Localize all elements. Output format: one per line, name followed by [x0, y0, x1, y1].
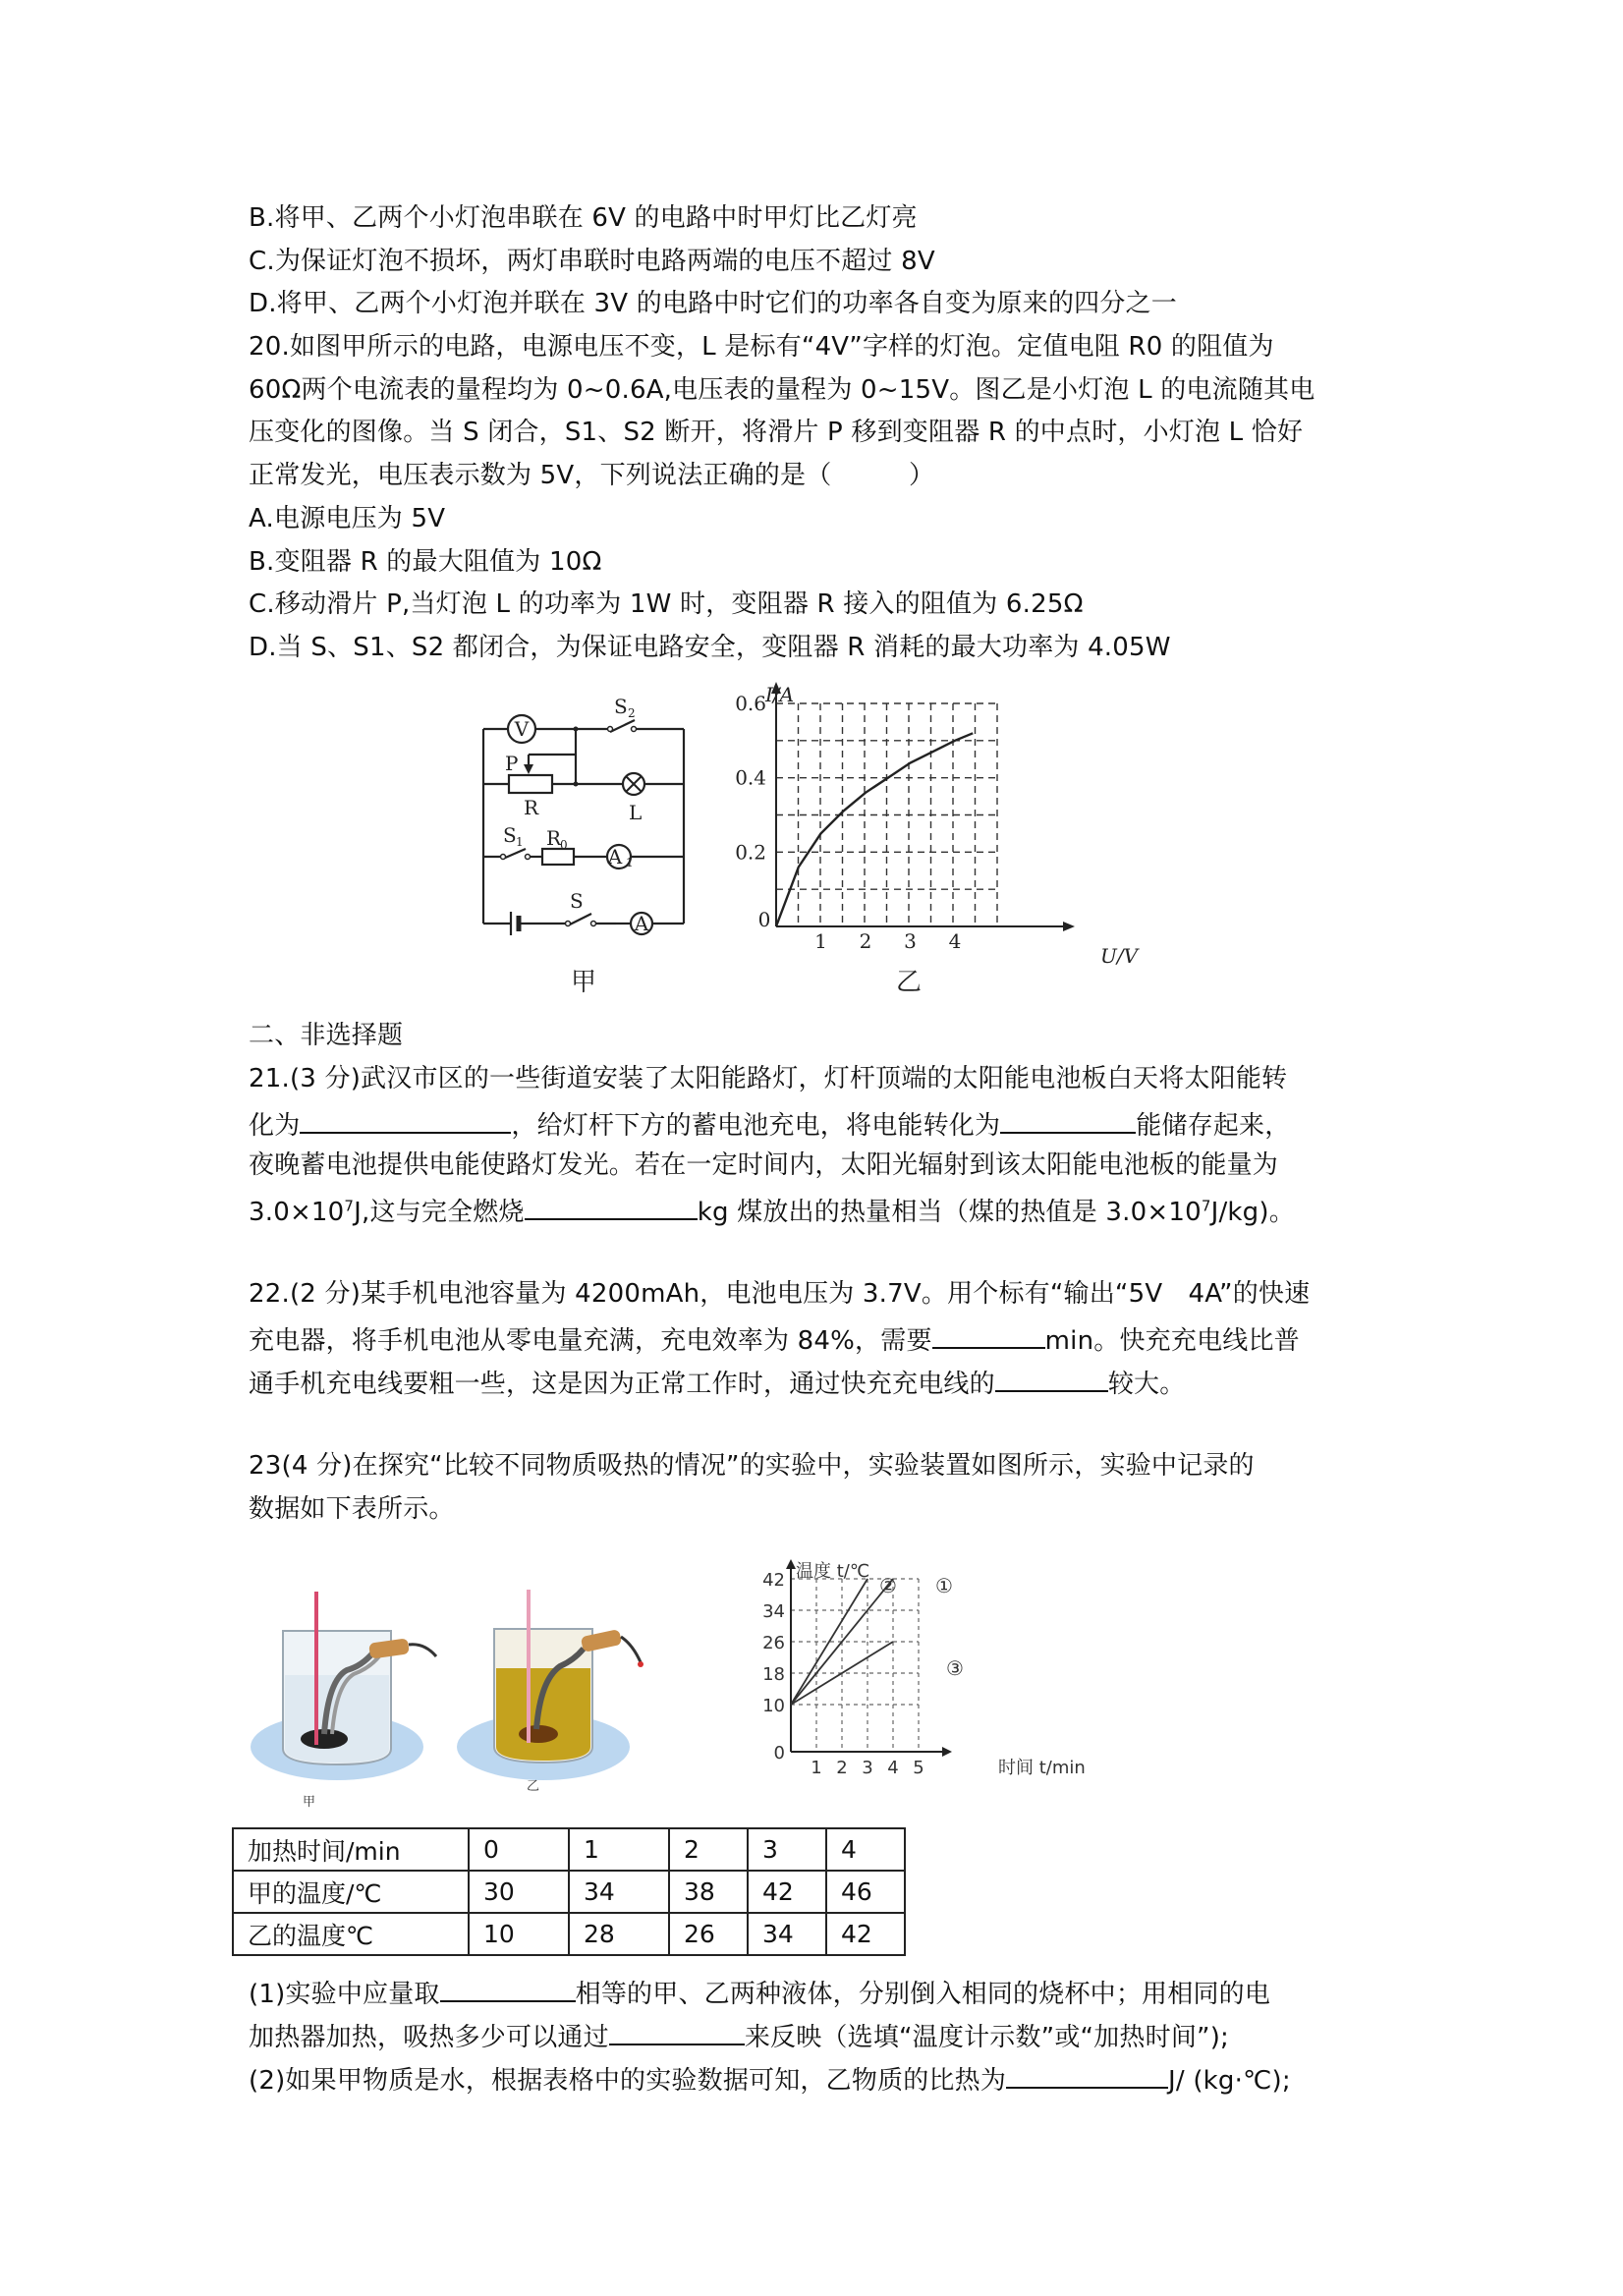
circuit-diagram: [472, 688, 698, 1002]
lamp-l-label: L: [629, 801, 643, 824]
q20-option-c: C.移动滑片 P,当灯泡 L 的功率为 1W 时，变阻器 R 接入的阻值为 6.25Ω: [249, 589, 1084, 619]
table-cell: 34: [748, 1913, 826, 1955]
iu-x-tick-label: 2: [859, 929, 872, 953]
q21-text-g: J/kg)。: [1210, 1198, 1295, 1227]
oil-beaker-image: [457, 1590, 644, 1780]
table-row: [233, 1871, 905, 1913]
table-row: [233, 1913, 905, 1955]
q20-stem-line2: 60Ω两个电流表的量程均为 0~0.6A,电压表的量程为 0~15V。图乙是小灯泡 L 的电流随其电: [249, 375, 1315, 405]
q23-text-a: (1)实验中应量取: [249, 1980, 440, 2009]
q22-line1: 22.(2 分)某手机电池容量为 4200mAh，电池电压为 3.7V。用个标有“输出“5V 4A”的快速: [249, 1279, 1311, 1309]
ammeter-a1-sub: 1: [626, 856, 634, 869]
tt-x-tick-label: 5: [913, 1758, 924, 1778]
iu-x-axis-label: U/V: [1100, 944, 1139, 968]
temperature-time-graph: [747, 1555, 1100, 1811]
iu-axes: [771, 682, 1075, 931]
table-cell: 42: [748, 1871, 826, 1913]
tt-x-tick-label: 3: [862, 1758, 873, 1778]
table-cell: 46: [826, 1871, 905, 1913]
q23-text-b: 相等的甲、乙两种液体，分别倒入相同的烧杯中；用相同的电: [575, 1980, 1271, 2009]
table-cell: 26: [669, 1913, 748, 1955]
current-voltage-graph: [712, 678, 1154, 1002]
table-cell: 加热时间/min: [233, 1828, 469, 1871]
q23-text-e: (2)如果甲物质是水，根据表格中的实验数据可知，乙物质的比热为: [249, 2066, 1007, 2096]
q21-line1: 21.(3 分)武汉市区的一些街道安装了太阳能路灯，灯杆顶端的太阳能电池板白天将太阳能转: [249, 1064, 1288, 1093]
rheostat-r-label: R: [524, 796, 539, 819]
table-cell: 3: [748, 1828, 826, 1871]
q20-option-b: B.变阻器 R 的最大阻值为 10Ω: [249, 547, 602, 577]
q19-option-c: C.为保证灯泡不损坏，两灯串联时电路两端的电压不超过 8V: [249, 247, 935, 276]
q21-text-c: 能储存起来，: [1136, 1111, 1291, 1141]
q23-part1-line1: [249, 1975, 1270, 2010]
q23-text-f: J/ (kg·℃);: [1168, 2066, 1291, 2096]
q22-text-d: 较大。: [1107, 1370, 1186, 1399]
iu-curve: [776, 733, 973, 926]
tt-x-tick-label: 1: [811, 1758, 822, 1778]
switch-s2-sub: 2: [628, 706, 636, 720]
q21-exponent-2: 7: [1201, 1197, 1211, 1215]
q21-line4: [249, 1193, 1295, 1228]
iu-x-arrow: [1063, 922, 1075, 931]
line-2-marker: ②: [879, 1574, 897, 1597]
q21-line2: [249, 1106, 1290, 1142]
table-cell: 42: [826, 1913, 905, 1955]
table-cell: 4: [826, 1828, 905, 1871]
table-cell: 38: [669, 1871, 748, 1913]
q23-line1: 23(4 分)在探究“比较不同物质吸热的情况”的实验中，实验装置如图所示，实验中记录的: [249, 1451, 1255, 1481]
tt-y-tick-label: 10: [762, 1696, 785, 1716]
tt-y-tick-label: 26: [762, 1633, 785, 1653]
q19-option-b: B.将甲、乙两个小灯泡串联在 6V 的电路中时甲灯比乙灯亮: [249, 203, 918, 233]
q23-blank-3[interactable]: [1006, 2061, 1168, 2089]
q20-option-d: D.当 S、S1、S2 都闭合，为保证电路安全，变阻器 R 消耗的最大功率为 4.05W: [249, 633, 1171, 662]
table-cell: 1: [569, 1828, 669, 1871]
q21-text-b: ，给灯杆下方的蓄电池充电，将电能转化为: [511, 1111, 1001, 1141]
q20-stem-line3: 压变化的图像。当 S 闭合，S1、S2 断开，将滑片 P 移到变阻器 R 的中点时，小灯泡 L 恰好: [249, 418, 1304, 447]
water-beaker-image: [251, 1592, 436, 1780]
switch-s1-label: S: [503, 823, 517, 847]
q22-line3: [249, 1365, 1185, 1400]
q20-option-a: A.电源电压为 5V: [249, 504, 446, 533]
tt-x-axis-label: 时间 t/min: [998, 1758, 1086, 1778]
ammeter-a1-label: A: [607, 845, 623, 868]
switch-s1-sub: 1: [516, 835, 524, 849]
q23-blank-1[interactable]: [440, 1975, 576, 2002]
tt-y-tick-label: 34: [762, 1601, 785, 1622]
table-cell: 30: [469, 1871, 569, 1913]
table-cell: 10: [469, 1913, 569, 1955]
q21-blank-2[interactable]: [1000, 1106, 1136, 1134]
voltmeter-label: V: [514, 717, 530, 741]
q21-text-d: 3.0×10: [249, 1198, 345, 1227]
q21-blank-3[interactable]: [525, 1193, 698, 1220]
q21-exponent-1: 7: [344, 1197, 355, 1215]
slider-p-label: P: [505, 752, 519, 775]
q22-text-a: 充电器，将手机电池从零电量充满，充电效率为 84%，需要: [249, 1326, 932, 1356]
iu-y-tick-label: 0.6: [735, 692, 766, 715]
iu-y-tick-label: 0.2: [735, 840, 766, 865]
iu-x-tick-label: 1: [814, 929, 827, 953]
beaker-illustrations: [244, 1572, 676, 1818]
table-cell: 2: [669, 1828, 748, 1871]
switch-s-label: S: [570, 889, 584, 913]
line-3-marker: ③: [946, 1656, 964, 1680]
resistor-r0-sub: 0: [560, 838, 568, 852]
iu-ticks: [735, 692, 961, 953]
lamp-symbol: [623, 773, 644, 795]
tt-axes: [786, 1559, 952, 1757]
q23-text-c: 加热器加热，吸热多少可以通过: [249, 2023, 609, 2052]
iu-x-tick-label: 4: [948, 929, 962, 953]
table-cell: 0: [469, 1828, 569, 1871]
circuit-caption: 甲: [570, 968, 597, 997]
q22-line2: [249, 1321, 1300, 1357]
oil-beaker-caption: 乙: [527, 1779, 540, 1794]
graph-caption: 乙: [895, 968, 923, 997]
q22-blank-2[interactable]: [995, 1365, 1108, 1392]
tt-x-arrow: [942, 1747, 952, 1757]
iu-y-axis-label: I/A: [765, 683, 795, 706]
tt-x-tick-label: 4: [887, 1758, 899, 1778]
q22-text-c: 通手机充电线要粗一些，这是因为正常工作时，通过快充充电线的: [249, 1370, 995, 1399]
table-cell: 甲的温度/℃: [233, 1871, 469, 1913]
q22-text-b: min。快充充电线比普: [1044, 1326, 1300, 1356]
switch-s2-label: S: [614, 695, 628, 718]
q21-text-f: kg 煤放出的热量相当（煤的热值是 3.0×10: [697, 1198, 1202, 1227]
table-cell: 28: [569, 1913, 669, 1955]
q23-text-d: 来反映（选填“温度计示数”或“加热时间”);: [744, 2023, 1229, 2052]
q20-stem-line4: 正常发光，电压表示数为 5V，下列说法正确的是（ ）: [249, 461, 935, 490]
resistor-r0-label: R: [546, 826, 562, 850]
q23-part2-line: [249, 2061, 1291, 2097]
iu-series-line: [776, 733, 973, 926]
q20-stem-line1: 20.如图甲所示的电路，电源电压不变，L 是标有“4V”字样的灯泡。定值电阻 R0 的阻值为: [249, 332, 1274, 362]
q23-part1-line2: [249, 2018, 1229, 2053]
ammeter-a-label: A: [634, 912, 649, 935]
tt-y-tick-label: 0: [773, 1743, 785, 1764]
q22-blank-1[interactable]: [932, 1321, 1045, 1349]
data-table: [232, 1827, 906, 1956]
iu-y-tick-label: 0.4: [735, 765, 766, 790]
table-cell: 乙的温度℃: [233, 1913, 469, 1955]
line-1-marker: ①: [935, 1574, 953, 1597]
table-cell: 34: [569, 1871, 669, 1913]
table-row: [233, 1828, 905, 1871]
q21-text-a: 化为: [249, 1111, 301, 1141]
q21-text-e: J,这与完全燃烧: [354, 1198, 525, 1227]
water-beaker-caption: 甲: [303, 1795, 316, 1810]
tt-y-axis-label: 温度 t/℃: [796, 1561, 870, 1582]
iu-x-tick-label: 0: [757, 908, 771, 931]
q21-line3: 夜晚蓄电池提供电能使路灯发光。若在一定时间内，太阳光辐射到该太阳能电池板的能量为: [249, 1150, 1279, 1180]
q19-option-d: D.将甲、乙两个小灯泡并联在 3V 的电路中时它们的功率各自变为原来的四分之一: [249, 289, 1177, 318]
q23-blank-2[interactable]: [609, 2018, 745, 2045]
tt-y-tick-label: 18: [762, 1664, 785, 1685]
tt-x-tick-label: 2: [836, 1758, 848, 1778]
q23-line2: 数据如下表所示。: [249, 1494, 455, 1524]
tt-y-arrow: [786, 1559, 796, 1569]
tt-ticks: [762, 1570, 924, 1778]
tt-y-tick-label: 42: [762, 1570, 785, 1591]
q21-blank-1[interactable]: [300, 1106, 511, 1134]
iu-x-tick-label: 3: [904, 929, 917, 953]
section-2-heading: 二、非选择题: [249, 1021, 404, 1050]
